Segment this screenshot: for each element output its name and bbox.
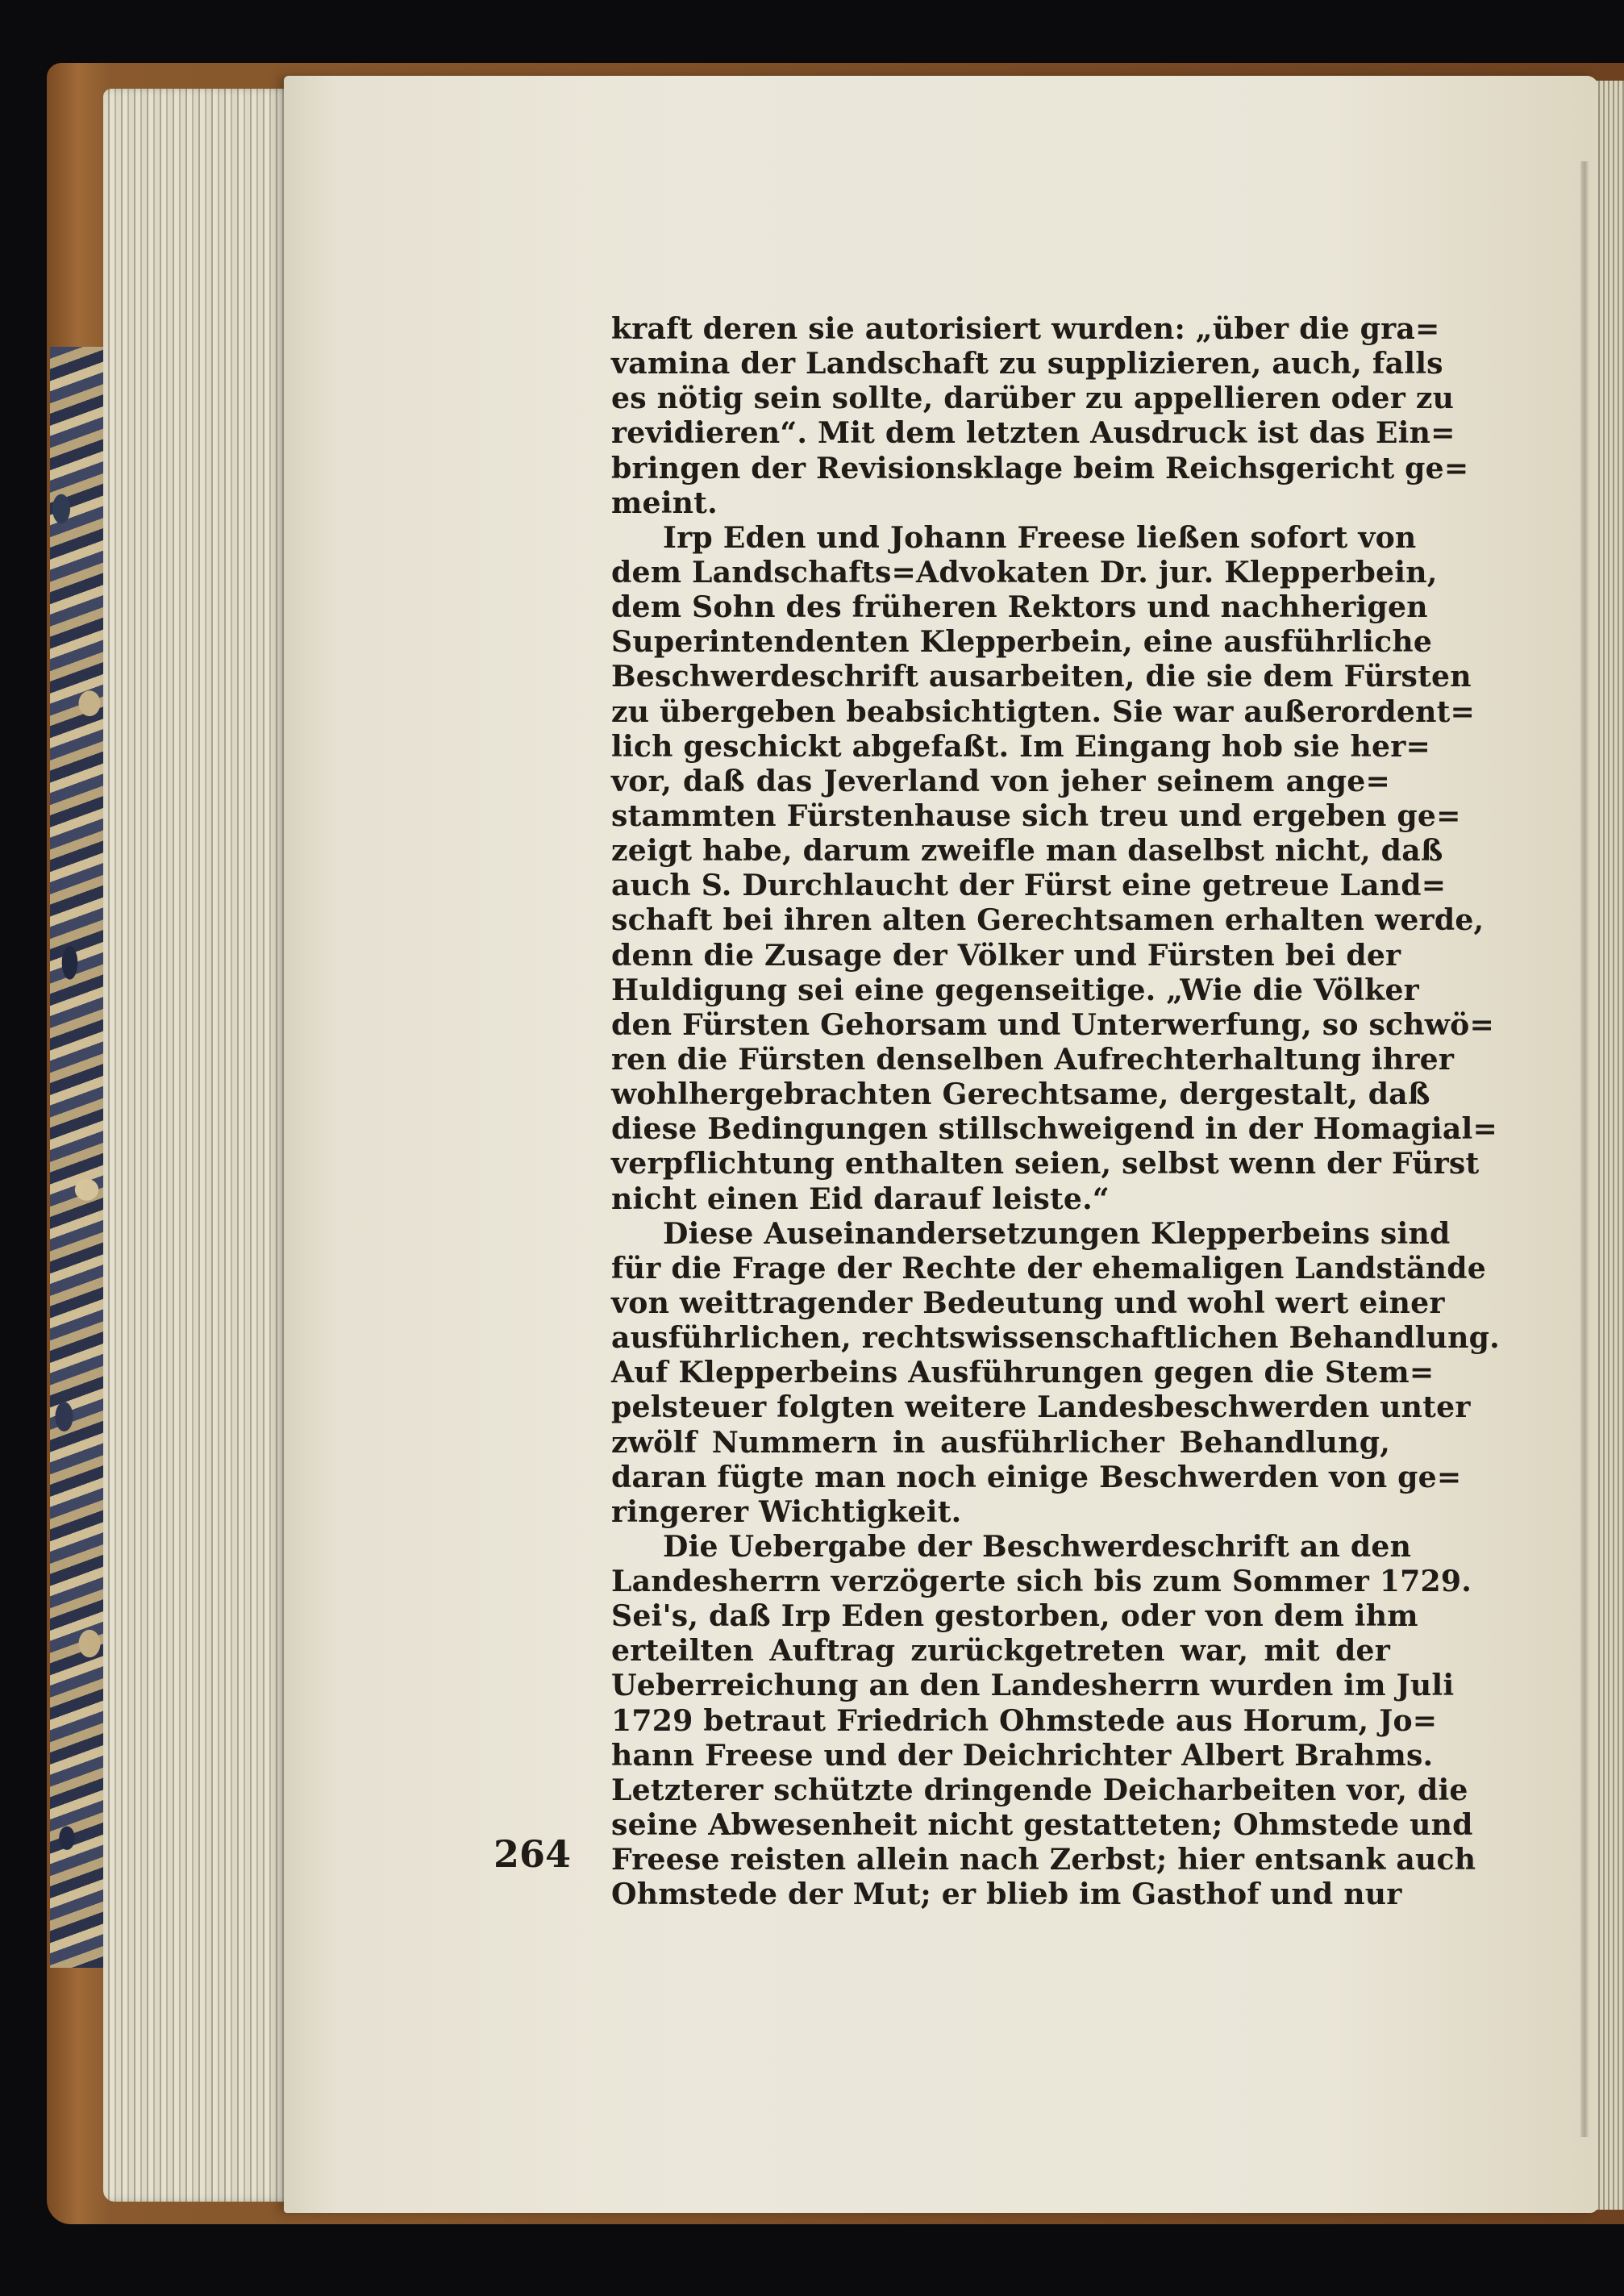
text-line: hann Freese und der Deichrichter Albert Brahms.	[611, 1737, 1434, 1773]
text-line: lich geschickt abgefaßt. Im Eingang hob sie her=	[611, 728, 1430, 764]
text-line: Diese Auseinandersetzungen Klepperbeins sind	[663, 1215, 1451, 1251]
text-line: Auf Klepperbeins Ausführungen gegen die Stem=	[611, 1355, 1435, 1390]
text-line: revidieren“. Mit dem letzten Ausdruck ist das Ein=	[611, 415, 1455, 451]
text-line: ren die Fürsten denselben Aufrechterhaltung ihrer	[611, 1041, 1455, 1077]
page-edges-left	[103, 89, 297, 2202]
text-line: 1729 betraut Friedrich Ohmstede aus Horum, Jo=	[611, 1702, 1438, 1738]
text-line: Die Uebergabe der Beschwerdeschrift an den	[663, 1528, 1412, 1564]
text-line: Letzterer schützte dringende Deicharbeiten vor, die	[611, 1772, 1468, 1807]
text-line: kraft deren sie autorisiert wurden: „über die gra=	[611, 311, 1440, 346]
text-line: zu übergeben beabsichtigten. Sie war außerordent=	[611, 694, 1476, 729]
text-line: meint.	[611, 485, 718, 520]
text-line: denn die Zusage der Völker und Fürsten bei der	[611, 937, 1401, 973]
text-line: verpflichtung enthalten seien, selbst wenn der Fürst	[611, 1146, 1480, 1181]
text-line: nicht einen Eid darauf leiste.“	[611, 1181, 1110, 1216]
text-line: daran fügte man noch einige Beschwerden von ge=	[611, 1459, 1462, 1494]
text-line: Beschwerdeschrift ausarbeiten, die sie dem Fürsten	[611, 659, 1472, 694]
text-line: schaft bei ihren alten Gerechtsamen erhalten werde,	[611, 902, 1485, 938]
text-line: seine Abwesenheit nicht gestatteten; Ohmstede und	[611, 1807, 1473, 1843]
text-line: pelsteuer folgten weitere Landesbeschwerden unter	[611, 1390, 1471, 1425]
text-line: Freese reisten allein nach Zerbst; hier entsank auch	[611, 1842, 1476, 1877]
text-line: Ohmstede der Mut; er blieb im Gasthof und nur	[611, 1877, 1402, 1912]
text-line: diese Bedingungen stillschweigend in der Homagial=	[611, 1111, 1497, 1147]
text-line: zeigt habe, darum zweifle man daselbst nicht, daß	[611, 833, 1443, 869]
text-line: wohlhergebrachten Gerechtsame, dergestalt, daß	[611, 1077, 1430, 1112]
text-line: für die Frage der Rechte der ehemaligen Landstände	[611, 1250, 1486, 1286]
page-number: 264	[493, 1832, 572, 1876]
text-line: vamina der Landschaft zu supplizieren, auch, falls	[611, 346, 1443, 381]
text-line: auch S. Durchlaucht der Fürst eine getreue Land=	[611, 868, 1447, 903]
marbled-endpaper	[50, 347, 106, 1968]
text-line: dem Sohn des früheren Rektors und nachherigen	[611, 590, 1428, 625]
text-line: von weittragender Bedeutung und wohl wert einer	[611, 1285, 1445, 1320]
text-line: es nötig sein sollte, darüber zu appellieren oder zu	[611, 381, 1455, 416]
text-line: bringen der Revisionsklage beim Reichsgericht ge=	[611, 450, 1469, 485]
text-line: Ueberreichung an den Landesherrn wurden im Juli	[611, 1668, 1455, 1703]
text-line: ringerer Wichtigkeit.	[611, 1494, 962, 1529]
text-line: Irp Eden und Johann Freese ließen sofort von	[663, 519, 1417, 555]
text-line: zwölf Nummern in ausführlicher Behandlung,	[611, 1424, 1390, 1460]
text-line: vor, daß das Jeverland von jeher seinem ange=	[611, 763, 1390, 798]
text-line: Sei's, daß Irp Eden gestorben, oder von dem ihm	[611, 1598, 1418, 1634]
text-line: Superintendenten Klepperbein, eine ausführliche	[611, 624, 1433, 660]
text-line: stammten Fürstenhause sich treu und ergeben ge=	[611, 798, 1461, 833]
text-line: ausführlichen, rechtswissenschaftlichen Behandlung.	[611, 1320, 1500, 1356]
body-text	[611, 311, 1500, 1912]
text-line: Landesherrn verzögerte sich bis zum Sommer 1729.	[611, 1564, 1472, 1599]
text-line: Huldigung sei eine gegenseitige. „Wie die Völker	[611, 972, 1419, 1007]
page-gutter	[1580, 161, 1589, 2137]
text-line: erteilten Auftrag zurückgetreten war, mit der	[611, 1633, 1390, 1669]
text-line: den Fürsten Gehorsam und Unterwerfung, so schwö=	[611, 1006, 1494, 1042]
text-line: dem Landschafts=Advokaten Dr. jur. Klepperbein,	[611, 554, 1438, 590]
